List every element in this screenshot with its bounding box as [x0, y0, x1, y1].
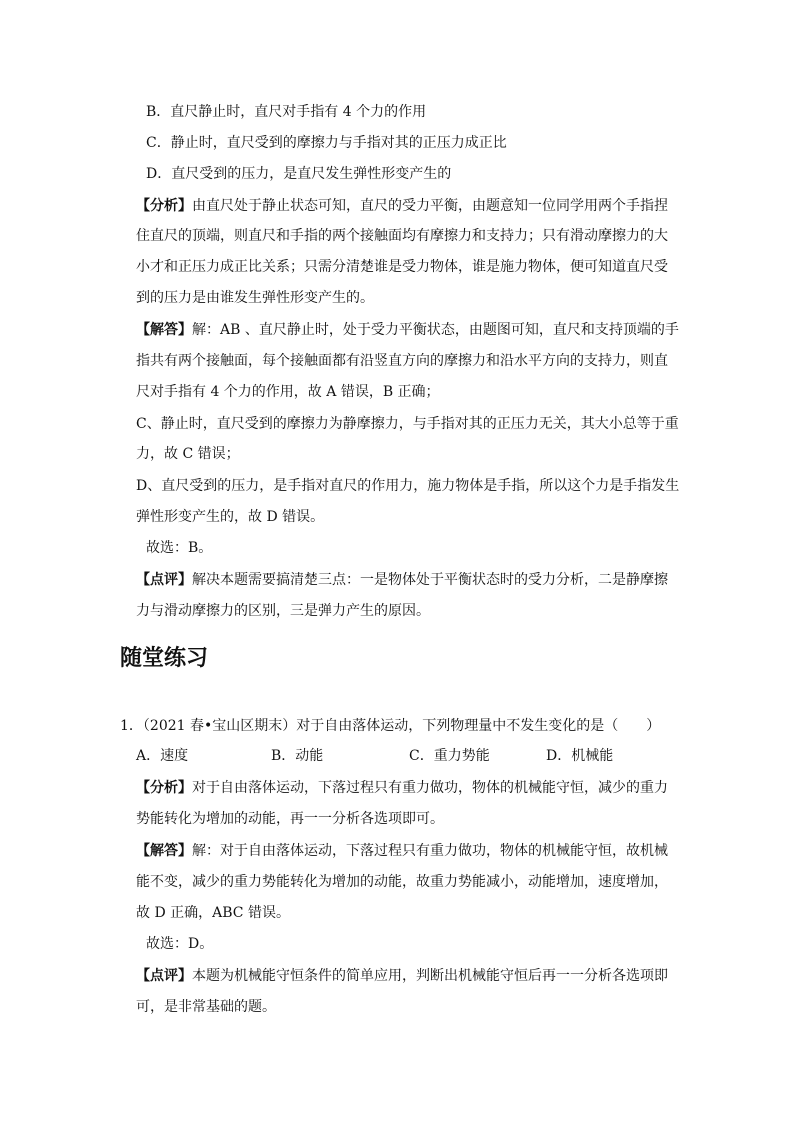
analysis-tag: 【分析】	[136, 198, 192, 214]
solution-text: 解：AB 、直尺静止时，处于受力平衡状态，由题图可知，直尺和支持顶端的手	[192, 322, 679, 338]
q1-comment-text: 本题为机械能守恒条件的简单应用，判断出机械能守恒后再一一分析各选项即	[192, 968, 668, 984]
solution-tag: 【解答】	[136, 322, 192, 338]
comment-line-1	[136, 570, 668, 590]
solution-line-2: 指共有两个接触面，每个接触面都有沿竖直方向的摩擦力和沿水平方向的支持力，则直	[136, 353, 668, 369]
comment-tag: 【点评】	[136, 572, 192, 588]
q1-solution-line-1	[136, 841, 668, 861]
analysis-line-4: 到的压力是由谁发生弹性形变产生的。	[136, 290, 374, 306]
question-1-stem: 1．（2021 春•宝山区期末）对于自由落体运动，下列物理量中不发生变化的是（ ）	[120, 718, 661, 734]
solution-line-3: 尺对手指有 4 个力的作用，故 A 错误，B 正确；	[136, 384, 440, 400]
analysis-line-2: 住直尺的顶端，则直尺和手指的两个接触面均有摩擦力和支持力；只有滑动摩擦力的大	[136, 228, 668, 244]
solution-line-7: 弹性形变产生的，故 D 错误。	[136, 509, 325, 525]
q1-comment-line-2: 可，是非常基础的题。	[136, 999, 276, 1015]
option-d: D．直尺受到的压力，是直尺发生弹性形变产生的	[146, 166, 452, 182]
q1-solution-line-3: 故 D 正确，ABC 错误。	[136, 905, 290, 921]
question-1-options	[136, 746, 696, 766]
comment-text: 解决本题需要搞清楚三点：一是物体处于平衡状态时的受力分析，二是静摩擦	[192, 572, 668, 588]
option-b: B．直尺静止时，直尺对手指有 4 个力的作用	[146, 104, 427, 120]
q1-solution-text: 解：对于自由落体运动，下落过程只有重力做功，物体的机械能守恒，故机械	[192, 843, 668, 859]
option-c: C．重力势能	[409, 748, 490, 764]
q1-solution-tag: 【解答】	[136, 843, 192, 859]
q1-analysis-text: 对于自由落体运动，下落过程只有重力做功，物体的机械能守恒，减少的重力	[192, 780, 668, 796]
solution-line-4: C、静止时，直尺受到的摩擦力为静摩擦力，与手指对其的正压力无关，其大小总等于重	[136, 416, 679, 432]
section-title: 随堂练习	[120, 646, 209, 671]
q1-comment-line-1	[136, 966, 668, 986]
q1-solution-line-2: 能不变，减少的重力势能转化为增加的动能，故重力势能减小，动能增加，速度增加，	[136, 874, 668, 890]
q1-analysis-tag: 【分析】	[136, 780, 192, 796]
solution-line-1	[136, 320, 679, 340]
analysis-line-1	[136, 196, 668, 216]
solution-line-6: D、直尺受到的压力，是手指对直尺的作用力，施力物体是手指，所以这个力是手指发生	[136, 478, 680, 494]
solution-line-5: 力，故 C 错误；	[136, 446, 240, 462]
analysis-text: 由直尺处于静止状态可知，直尺的受力平衡，由题意知一位同学用两个手指捏	[192, 198, 668, 214]
option-d: D．机械能	[546, 748, 614, 764]
q1-analysis-line-2: 势能转化为增加的动能，再一一分析各选项即可。	[136, 811, 444, 827]
option-c: C．静止时，直尺受到的摩擦力与手指对其的正压力成正比	[146, 135, 507, 151]
option-a: A．速度	[136, 748, 189, 764]
q1-solution-answer: 故选：D。	[146, 936, 214, 952]
analysis-line-3: 小才和正压力成正比关系；只需分清楚谁是受力物体，谁是施力物体，便可知道直尺受	[136, 259, 668, 275]
comment-line-2: 力与滑动摩擦力的区别，三是弹力产生的原因。	[136, 603, 430, 619]
q1-comment-tag: 【点评】	[136, 968, 192, 984]
option-b: B．动能	[271, 748, 324, 764]
solution-answer: 故选：B。	[146, 540, 213, 556]
q1-analysis-line-1	[136, 778, 668, 798]
